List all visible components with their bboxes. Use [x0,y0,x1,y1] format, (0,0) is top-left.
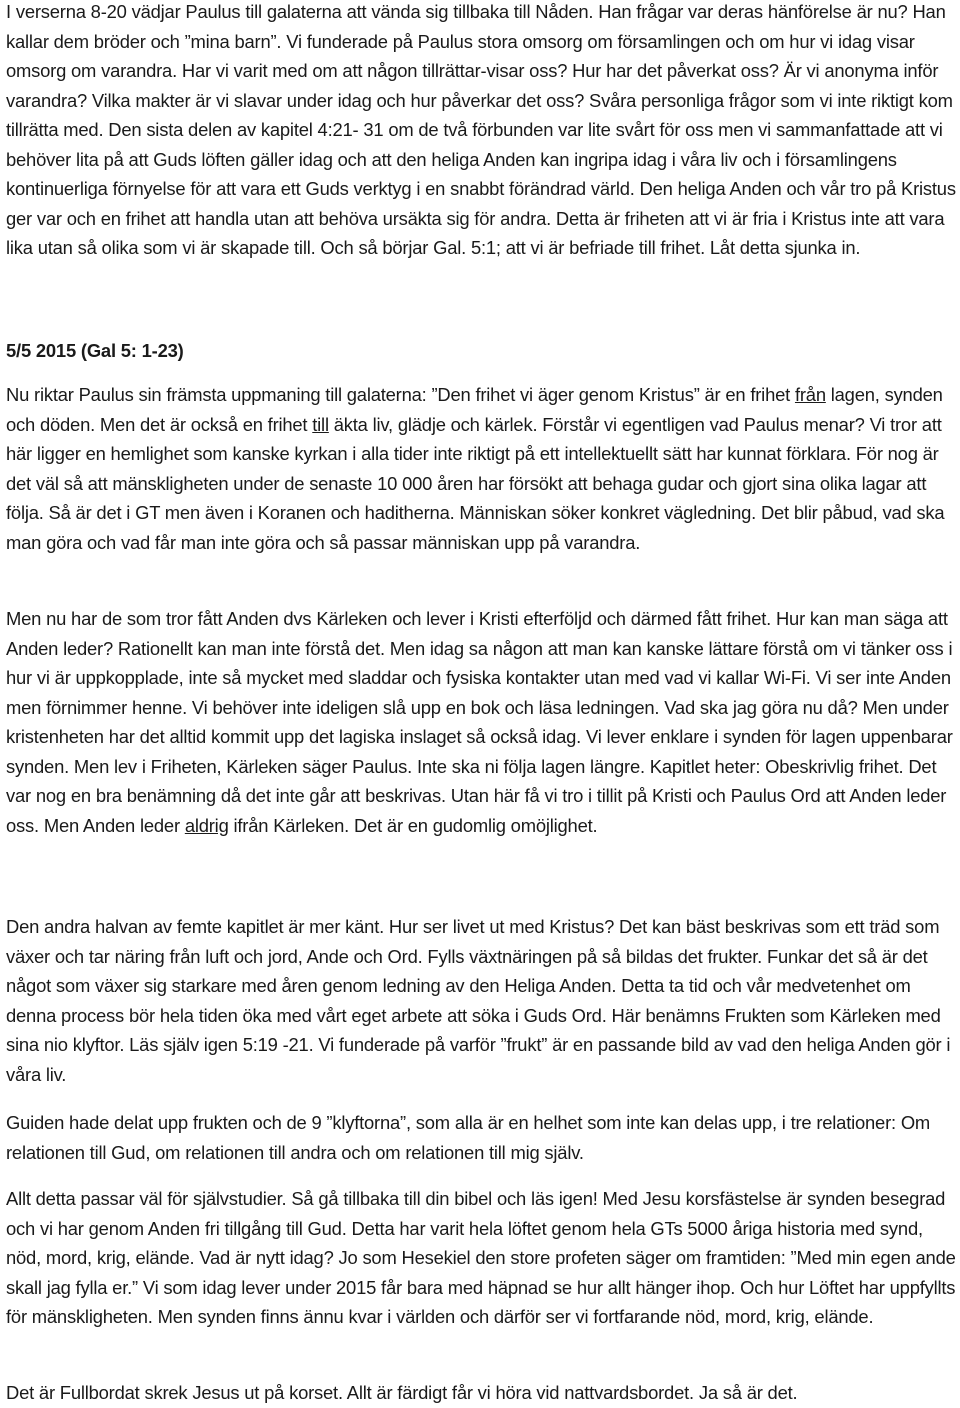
underlined-word-fran: från [794,384,826,405]
paragraph-text: Men nu har de som tror fått Anden dvs Kärleken och lever i Kristi efterföljd och därmed fått frihet. Hur kan man säga att Anden leder? Rationellt kan man inte förstå det. Men idag sa någon att man kan kanske lättare förstå om vi tänker oss i hur vi är uppkopplade, inte så mycket med sladdar och fysiska kontakter utan med vad vi kallar Wi-Fi. Vi ser inte Anden men förnimmer henne. Vi behöver inte ideligen slå upp en bok och läsa ledningen. Vad ska jag göra nu då? Men under kristenheten har det alltid kommit upp det lagiska inslaget så också idag. Vi lever enklare i synden för lagen uppenbarar synden. Men lev i Friheten, Kärleken säger Paulus. Inte ska ni följa lagen längre. Kapitlet heter: Obeskrivlig frihet. Det var nog en bra benämning då det inte går att beskrivas. Utan här få vi tro i tillit på Kristi och Paulus Ord att Anden leder oss. Men Anden leder [6,608,953,836]
paragraph-text: ifrån Kärleken. Det är en gudomlig omöjlighet. [228,814,598,836]
paragraph-intro: I verserna 8-20 vädjar Paulus till galaterna att vända sig tillbaka till Nåden. Han frågar var deras hänförelse är nu? Han kallar dem bröder och ”mina barn”. Vi funderade på Paulus stora omsorg om församlingen och om hur vi idag visar omsorg om varandra. Har vi varit med om att någon tillrättar-visar oss? Hur har det påverkat oss? Är vi anonyma inför varandra? Vilka makter är vi slavar under idag och hur påverkar det oss? Svåra personliga frågor som vi inte riktigt kom tillrätta med. Den sista delen av kapitel 4:21- 31 om de två förbunden var lite svårt för oss men vi sammanfattade att vi behöver lita på att Guds löften gäller idag och att den heliga Anden kan ingripa idag i våra liv och i församlingens kontinuerliga förnyelse för att vara ett Guds verktyg i en snabbt förändrad värld. Den heliga Anden och vår tro på Kristus ger var och en frihet att handla utan att behöva ursäkta sig för andra. Detta är friheten att vi är fria i Kristus inte att vara lika utan så olika som vi är skapade till. Och så börjar Gal. 5:1; att vi är befriade till frihet. Låt detta sjunka in. [6,1,956,258]
paragraph-text: lagen, synden och döden. Men det är också en frihet [6,384,943,435]
paragraph-relations: Guiden hade delat upp frukten och de 9 ”klyftorna”, som alla är en helhet som inte kan delas upp, i tre relationer: Om relationen till Gud, om relationen till andra och om relationen till mig själv. [6,1112,931,1163]
paragraph-freedom [6,380,956,557]
section-heading: 5/5 2015 (Gal 5: 1-23) [6,340,184,361]
paragraph-fruit: Den andra halvan av femte kapitlet är mer känt. Hur ser livet ut med Kristus? Det kan bäst beskrivas som ett träd som växer och tar näring från luft och jord, Ande och Ord. Fylls växtnäringen på så bildas det frukter. Funkar det så är det något som växer sig starkare med åren genom ledning av den Heliga Anden. Detta ta tid och vår medvetenhet om denna process bör hela tiden öka med vårt eget arbete att söka i Guds Ord. Här benämns Frukten som Kärleken med sina nio klyftor. Läs själv igen 5:19 -21. Vi funderade på varför ”frukt” är en passande bild av vad den heliga Anden gör i våra liv. [6,916,951,1085]
paragraph-text: äkta liv, glädje och kärlek. Förstår vi egentligen vad Paulus menar? Vi tror att här ligger en hemlighet som kanske kyrkan i alla tider inte riktigt på ett intellektuellt sätt har kunnat förklara. För nog är det väl så att mänskligheten under de senaste 10 000 åren har försökt att behaga gudar och gjort sina olika lagar att följa. Så är det i GT men även i Koranen och haditherna. Människan söker konkret vägledning. Det blir påbud, vad ska man göra och vad får man inte göra och så passar människan upp på varandra. [6,413,945,553]
underlined-word-till: till [312,413,329,435]
paragraph-closing: Det är Fullbordat skrek Jesus ut på korset. Allt är färdigt får vi höra vid nattvardsbordet. Ja så är det. [6,1382,798,1403]
paragraph-spirit [6,604,956,840]
underlined-word-aldrig: aldrig [184,814,229,836]
paragraph-text: Nu riktar Paulus sin främsta uppmaning till galaterna: ”Den frihet vi äger genom Kristus” är en frihet [6,384,795,405]
paragraph-self-study: Allt detta passar väl för självstudier. Så gå tillbaka till din bibel och läs igen! Med Jesu korsfästelse är synden besegrad och vi har genom Anden fri tillgång till Gud. Detta har varit hela löftet genom hela GTs 5000 åriga historia med synd, nöd, mord, krig, elände. Vad är nytt idag? Jo som Hesekiel den store profeten säger om framtiden: ”Med min egen ande skall jag fylla er.” Vi som idag lever under 2015 får bara med häpnad se hur allt hänger ihop. Och hur Löftet har uppfyllts för mänskligheten. Men synden finns ännu kvar i världen och därför ser vi fortfarande nöd, mord, krig, elände. [6,1188,956,1327]
